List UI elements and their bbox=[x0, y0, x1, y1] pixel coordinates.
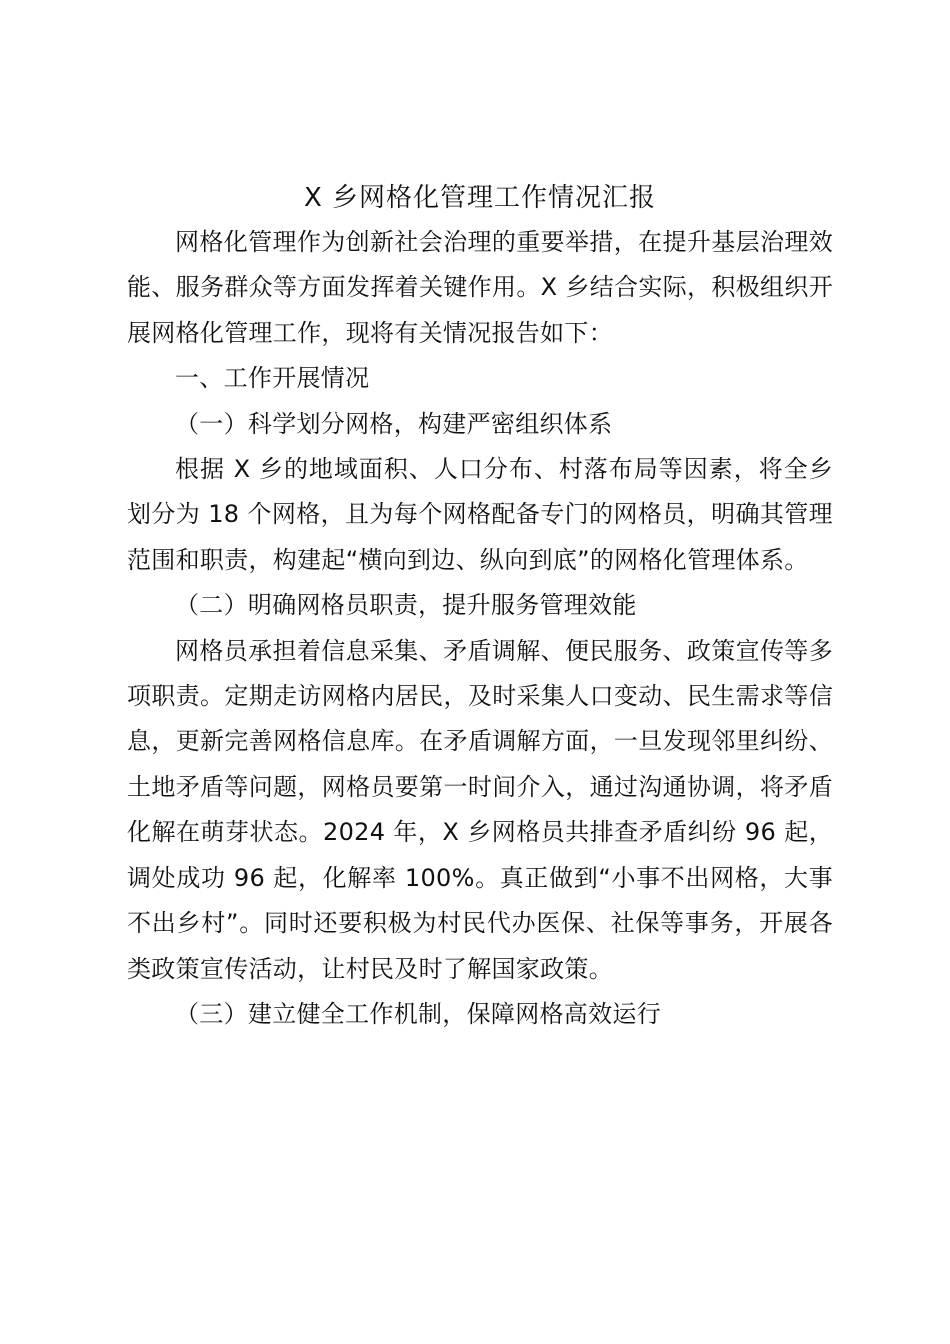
subsection-heading-3: （三）建立健全工作机制，保障网格高效运行 bbox=[175, 999, 661, 1028]
document-title: X 乡网格化管理工作情况汇报 bbox=[303, 183, 657, 213]
subsection-body-1: 根据 X 乡的地域面积、人口分布、村落布局等因素，将全乡划分为 18 个网格，且为每个网格配备专门的网格员，明确其管理范围和职责，构建起“横向到边、纵向到底”的网格化管理体系。 bbox=[127, 455, 833, 574]
document-page bbox=[127, 176, 833, 1037]
subsection-heading-1: （一）科学划分网格，构建严密组织体系 bbox=[175, 409, 613, 438]
intro-paragraph: 网格化管理作为创新社会治理的重要举措，在提升基层治理效能、服务群众等方面发挥着关键作用。X 乡结合实际，积极组织开展网格化管理工作，现将有关情况报告如下： bbox=[127, 228, 833, 347]
subsection-body-2: 网格员承担着信息采集、矛盾调解、便民服务、政策宣传等多项职责。定期走访网格内居民，及时采集人口变动、民生需求等信息，更新完善网格信息库。在矛盾调解方面，一旦发现邻里纠纷、土地矛盾等问题，网格员要第一时间介入，通过沟通协调，将矛盾化解在萌芽状态。2024 年，X 乡网格员共排查矛盾纠纷 96 起，调处成功 96 起，化解率 100%。真正做到“小事不出网格，大事不出乡村”。同时还要积极为村民代办医保、社保等事务，开展各类政策宣传活动，让村民及时了解国家政策。 bbox=[127, 636, 833, 983]
subsection-heading-2: （二）明确网格员职责，提升服务管理效能 bbox=[175, 591, 637, 620]
section-heading-1: 一、工作开展情况 bbox=[175, 364, 370, 393]
